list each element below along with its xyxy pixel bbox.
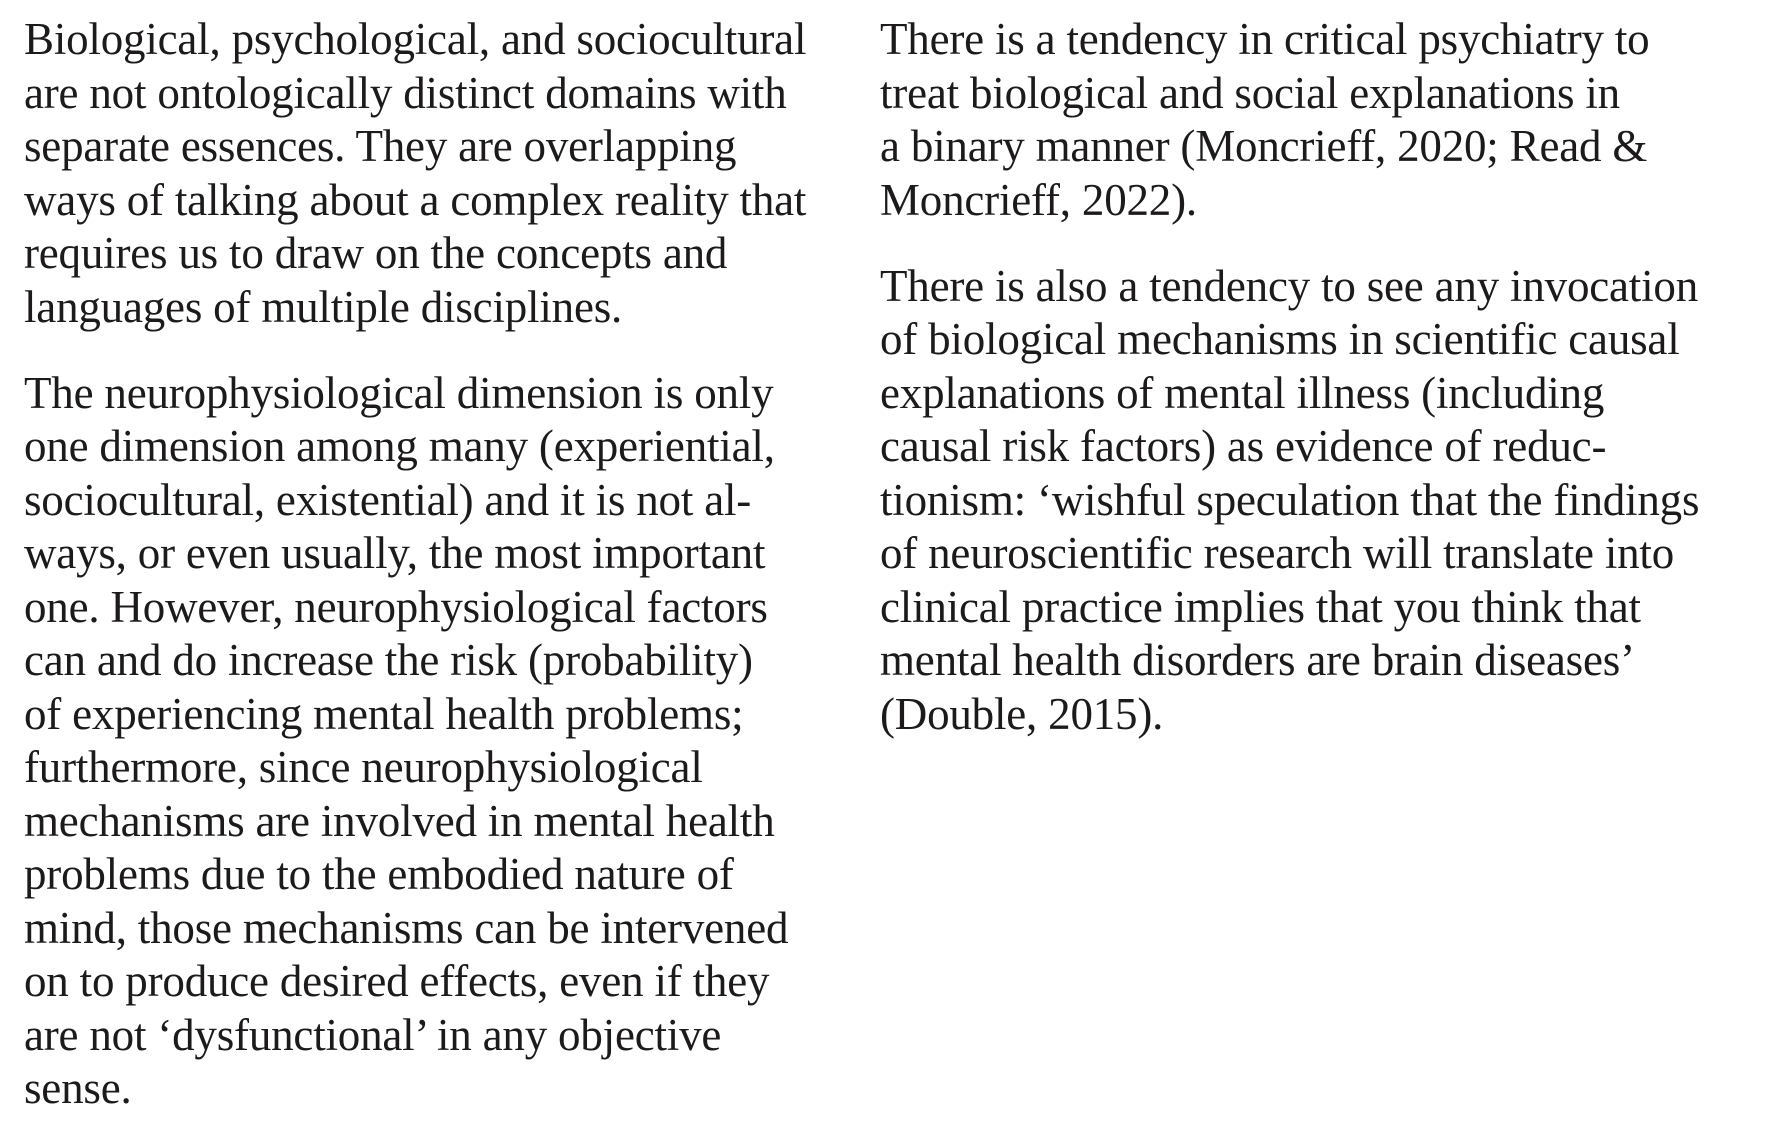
text-line: are not ‘dysfunctional’ in any objective bbox=[24, 1009, 722, 1060]
text-line: can and do increase the risk (probability) bbox=[24, 635, 753, 685]
text-line: There is a tendency in critical psychiatry to bbox=[880, 14, 1650, 64]
text-line: explanations of mental illness (including bbox=[880, 367, 1605, 418]
text-line: separate essences. They are overlapping bbox=[24, 121, 737, 171]
text-line: are not ontologically distinct domains with bbox=[24, 67, 787, 118]
text-line: requires us to draw on the concepts and bbox=[24, 228, 728, 278]
text-line: tionism: ‘wishful speculation that the findings bbox=[880, 474, 1700, 525]
text-line: (Double, 2015). bbox=[880, 688, 1164, 739]
text-line: sociocultural, existential) and it is not al- bbox=[24, 474, 752, 525]
text-line: one dimension among many (experiential, bbox=[24, 421, 775, 471]
text-line: of neuroscientific research will translate into bbox=[880, 528, 1675, 578]
text-line: a binary manner (Moncrieff, 2020; Read & bbox=[880, 121, 1648, 171]
text-line: Moncrieff, 2022). bbox=[880, 174, 1197, 225]
text-line: ways, or even usually, the most important bbox=[24, 528, 766, 578]
paragraph-critical-psychiatry bbox=[880, 13, 1750, 227]
text-line: of experiencing mental health problems; bbox=[24, 688, 744, 739]
text-line: ways of talking about a complex reality that bbox=[24, 174, 807, 225]
text-line: The neurophysiological dimension is only bbox=[24, 367, 774, 418]
text-line: furthermore, since neurophysiological bbox=[24, 742, 703, 792]
text-line: on to produce desired effects, even if they bbox=[24, 956, 770, 1006]
text-line: mental health disorders are brain diseases’ bbox=[880, 635, 1635, 685]
text-line: clinical practice implies that you think that bbox=[880, 581, 1641, 632]
text-line: treat biological and social explanations in bbox=[880, 67, 1620, 118]
paragraph-domains bbox=[24, 13, 864, 334]
text-line: Biological, psychological, and sociocultural bbox=[24, 14, 807, 64]
text-line: problems due to the embodied nature of bbox=[24, 849, 734, 899]
text-line: one. However, neurophysiological factors bbox=[24, 581, 768, 632]
paragraph-neurophysiological bbox=[24, 367, 864, 1116]
left-column bbox=[24, 0, 864, 1116]
text-line: sense. bbox=[24, 1063, 132, 1113]
text-line: causal risk factors) as evidence of reduc- bbox=[880, 421, 1607, 471]
text-line: mechanisms are involved in mental health bbox=[24, 795, 775, 846]
text-line: languages of multiple disciplines. bbox=[24, 281, 623, 332]
text-line: mind, those mechanisms can be intervened bbox=[24, 902, 789, 953]
text-line: There is also a tendency to see any invocation bbox=[880, 260, 1699, 311]
right-column bbox=[880, 0, 1750, 741]
text-line: of biological mechanisms in scientific causal bbox=[880, 314, 1680, 364]
paragraph-reductionism bbox=[880, 260, 1750, 742]
